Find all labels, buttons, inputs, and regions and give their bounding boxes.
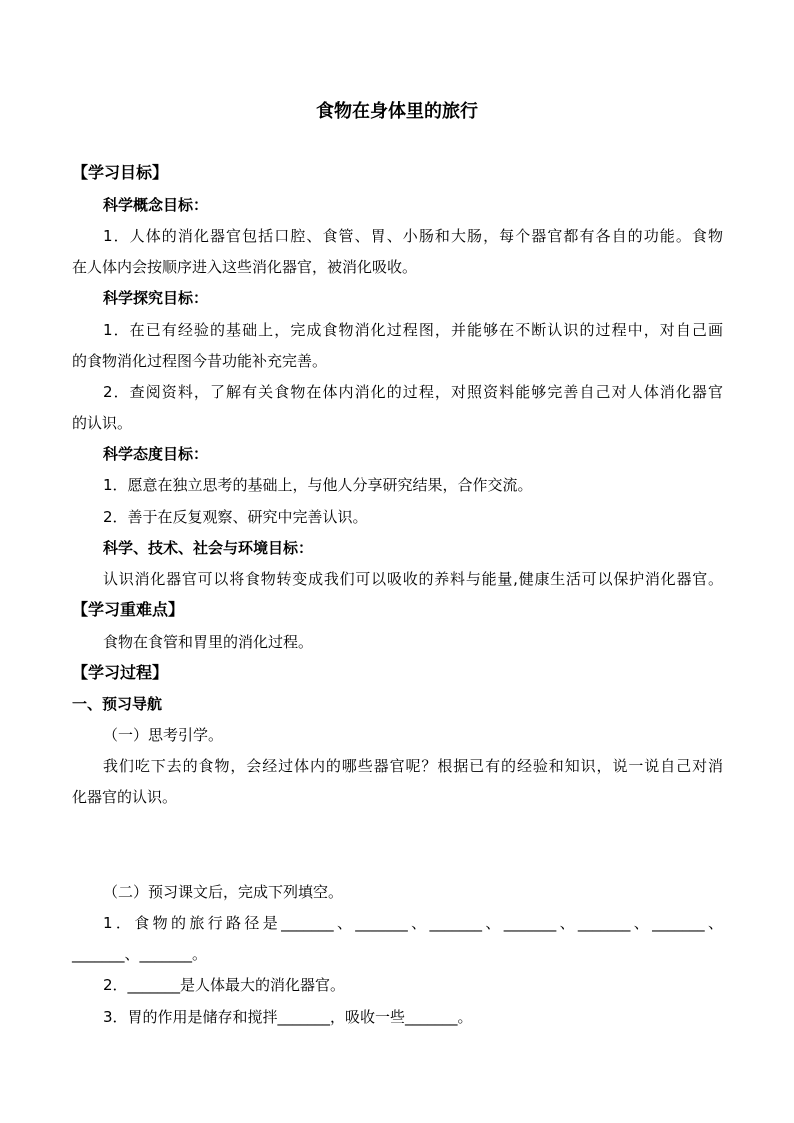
preview-section-heading: 一、预习导航 — [72, 695, 163, 713]
learning-process-heading: 【学习过程】 — [72, 663, 169, 682]
page-title: 食物在身体里的旅行 — [316, 101, 478, 122]
inquiry-goal-heading: 科学探究目标： — [103, 289, 209, 307]
sts-goal-text: 认识消化器官可以将食物转变成我们可以吸收的养料与能量,健康生活可以保护消化器官。 — [103, 570, 723, 588]
attitude-goal-heading: 科学态度目标： — [103, 445, 209, 463]
inquiry-goal-2-line-1: 2．查阅资料，了解有关食物在体内消化的过程，对照资料能够完善自己对人体消化器官 — [103, 383, 723, 401]
attitude-goal-2: 2．善于在反复观察、研究中完善认识。 — [103, 508, 368, 526]
question-1-line-1: 1．食物的旅行路径是_______、_______、_______、_______、_______、_______、 — [103, 914, 723, 932]
concept-goal-text-1: 1．人体的消化器官包括口腔、食管、胃、小肠和大肠，每个器官都有各自的功能。食物 — [103, 227, 723, 245]
sts-goal-heading: 科学、技术、社会与环境目标： — [103, 539, 314, 557]
attitude-goal-1: 1．愿意在独立思考的基础上，与他人分享研究结果，合作交流。 — [103, 476, 533, 494]
inquiry-goal-1-line-1: 1．在已有经验的基础上，完成食物消化过程图，并能够在不断认识的过程中，对自己画 — [103, 321, 723, 339]
think-text-line-2: 化器官的认识。 — [72, 788, 178, 806]
learning-goals-heading: 【学习目标】 — [72, 163, 169, 182]
key-points-text: 食物在食管和胃里的消化过程。 — [103, 633, 314, 651]
think-subheading: （一）思考引学。 — [103, 726, 224, 744]
key-points-heading: 【学习重难点】 — [72, 600, 185, 619]
fill-blank-subheading: （二）预习课文后，完成下列填空。 — [103, 883, 344, 901]
inquiry-goal-1-line-2: 的食物消化过程图今昔功能补充完善。 — [72, 352, 328, 370]
question-3: 3．胃的作用是储存和搅拌_______，吸收一些_______。 — [103, 1008, 473, 1026]
question-2: 2．_______是人体最大的消化器官。 — [103, 976, 346, 994]
think-text-line-1: 我们吃下去的食物，会经过体内的哪些器官呢？根据已有的经验和知识，说一说自己对消 — [103, 757, 723, 775]
inquiry-goal-2-line-2: 的认识。 — [72, 414, 133, 432]
concept-goal-heading: 科学概念目标： — [103, 196, 209, 214]
concept-goal-text-2: 在人体内会按顺序进入这些消化器官，被消化吸收。 — [72, 258, 418, 276]
question-1-line-2: _______、_______。 — [72, 945, 208, 963]
